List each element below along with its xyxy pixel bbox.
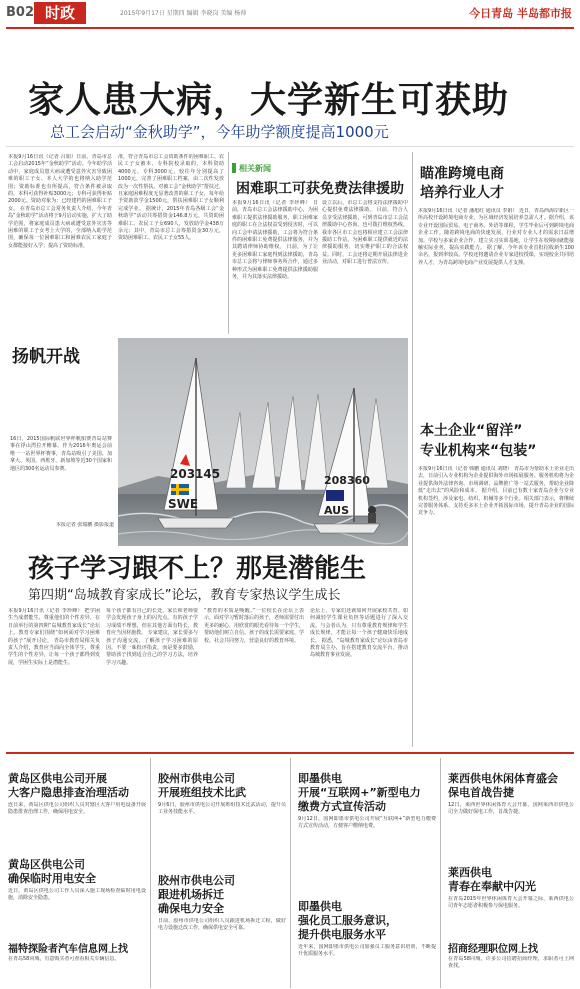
tag-label: 相关新闻 xyxy=(239,164,271,173)
brief-8-headline-l1: 莱西供电休闲体育盛会 xyxy=(448,772,558,785)
brief-8-headline-l2: 保电首战告捷 xyxy=(448,786,514,799)
story1-body: 本报9月16日讯（记者 潘旭红 通讯员 李娟） 近日，青岛西海岸新区一所高校开设跨境电商专业，为区域经济发展培养急需人才。据介绍，该专业开设国际贸易、电子商务、外语等课程，学生毕业后可到跨境电商企业工作。随着跨境电商的快速发展，行业对专业人才的需求日益增加。学校与多家企业合作，建立实习实训基地，让学生在校期间就能接触实际业务，提高实践能力。 据了解，今年该专业首批招收新生100余名，报到率较高。学校还将邀请企业专家进校授课，实现校企共同培养人才，为青岛跨境电商产业发展提供人才支撑。 xyxy=(418,208,574,266)
sail-caption: 16日，2015国际帆联世界杯帆船赛青岛站赛事在浮山湾拉开帷幕。作为2016年奥运会前唯一一站世界杯赛事，青岛站吸引了美国、加拿大、英国、西班牙、新加坡等近30个国家和地区的300名运动员参赛。 xyxy=(10,436,112,472)
brief-5-headline-l2: 跟进机场拆迁 xyxy=(158,888,224,901)
lead-headline: 家人患大病，大学新生可获助 xyxy=(28,80,510,121)
lead-col-1: 本报9月16日讯（记者 吕娟）日前，青岛市总工会启动2015年“金秋助学”活动。今年助学活动中，家庭成员患大病或遭受意外灾害导致困难的职工子女、本人大学的也将纳入助学范围；资助标准也有所提高，符合条件被录取的，本科可获得补贴3000元；专科可获得补贴2000元。资助对象为：已经建档的困难职工子女。 在青岛市总工会常务负责人介绍，今年青岛“金秋助学”活动将于9月启动实施，扩大了助学范围，将家庭成员患大病或遭受意外灾害等困难的职工子女考上大学的，全部纳入助学范围，确保每一位困难职工和困难农民工家庭子女都能接好入学；提高了资助标准， xyxy=(8,154,112,249)
sail-number-2: 208360 xyxy=(324,474,370,487)
brief-7-body: 近年来，国网即墨市供电公司加强员工服务意识培训，不断提升优质服务水平。 xyxy=(298,944,436,958)
edu-col-1: 本报9月16日讯（记者 李珍峰） 把学困生当成潜能生、尊重他们的个性差异，在日前举行的第四期“岛城教育家成长”论坛上，教育专家们围绕“如何面对学习困难的孩子”展开讨论。 青岛市教育局相关负责人介绍，教育应当面向全体学生，尊重学生的个性差异，让每一个孩子都得到发展，学困生实际上是潜能生。 xyxy=(8,608,100,666)
column-rule xyxy=(440,758,441,988)
lead-col-2: 准，符合青岛市总工会资助条件的困难职工、农民工子女被本、专科院校录取的，本科资助4000元，专科3000元，较往年分别提高了1000元，完善了困难职工档案，由二次性发放改为一次性帮扶。对被工会“金秋助学”帮扶过，且家庭困难程度无显著改善的职工子女，每年给予资助款学金1500元，帮扶困难职工子女顺利完成学业。 据统计，2015年青岛各级工会“金秋助学”活动共筹措资金146.8万元，共资助困难职工、农民工子女690人，发放助学金438万余元；其中，青岛市总工会筹措资金30万元，资助困难职工、农民工子女55人。 xyxy=(118,154,224,242)
edu-col-2: 每个孩子都有自己的长处，家长和老师要学会发现孩子身上的闪光点。有的孩子学习成绩不理想，但在其他方面有特长，教育应当因材施教。 专家建议，家长要多与孩子沟通交流，了解孩子学习困难的原因，不要一味批评指责，而是要多鼓励，帮助孩子找到适合自己的学习方法，培养学习兴趣。 xyxy=(106,608,198,666)
bottom-section-rule xyxy=(6,752,574,754)
sailing-illustration xyxy=(118,338,408,546)
page-header xyxy=(0,0,580,26)
brief-4-body: 9月6日，胶州市供电公司开展班组技术比武活动，提升员工业务技能水平。 xyxy=(158,802,286,816)
sail-number-1: 203145 xyxy=(170,467,221,481)
brief-2-body: 近日，黄岛区供电公司工作人员深入施工现场检查临时用电设施，消除安全隐患。 xyxy=(8,888,146,902)
edu-headline: 孩子学习跟不上？那是潜能生 xyxy=(28,554,367,584)
newspaper-brand: 今日青岛 半岛都市报 xyxy=(469,7,572,20)
column-rule xyxy=(412,152,413,747)
brief-7-headline-l1: 即墨供电 xyxy=(298,900,342,913)
brief-7-headline-l2: 强化员工服务意识， xyxy=(298,914,397,927)
column-rule xyxy=(290,758,291,988)
column-rule xyxy=(228,152,229,334)
brief-4-headline-l2: 开展班组技术比武 xyxy=(158,786,246,799)
legal-col-2: 设立以后，市总工会将支持法律援助中心提供免费法律援助。 目前，符合人员享受法律援助，可到青岛市总工会法律援助中心咨询，也可拨打维权热线。我市各区市工会也将相应建立工会法律援助工作站，为困难职工提供就近的法律援助服务，切实维护职工的合法权益。同时，工会还将定期开展法律进企业活动，对职工进行普法宣传。 xyxy=(322,200,408,266)
story2-headline-line1: 本土企业“留洋” xyxy=(420,423,523,439)
sail-nation-2: AUS xyxy=(324,504,350,517)
brief-1-headline-l2: 大客户隐患排查治理活动 xyxy=(8,786,129,799)
brief-9-headline-l1: 莱西供电 xyxy=(448,866,492,879)
brief-6-headline-l2: 开展“互联网+”新型电力 xyxy=(298,786,421,799)
brief-6-headline-l1: 即墨供电 xyxy=(298,772,342,785)
brief-10-body: 在青岛58同城，许多公司招聘招商经理，求职者可上网查找。 xyxy=(448,956,574,970)
story1-headline-line1: 瞄准跨境电商 xyxy=(420,166,504,182)
lead-rule xyxy=(6,146,574,147)
brief-3-headline: 福特探险者汽车信息网上找 xyxy=(8,944,128,955)
brief-3-body: 在青岛58同城，有意购买者可查看相关车辆信息。 xyxy=(8,956,120,962)
edu-col-3: “教育的本质是唤醒。”一位校长在论坛上表示，面对学习暂时落后的孩子，老师需要付出更多的耐心，用欣赏的眼光看待每一个学生，帮助他们树立自信。孩子的成长需要家庭、学校、社会共同努力，营造良好的教育环境。 xyxy=(204,608,304,644)
sail-credit: 本报记者 张瑞鹏 摄影报道 xyxy=(55,522,114,528)
brief-5-body: 日前，胶州市供电公司组织人员跟进机场拆迁工程，做好电力设施迁改工作，确保供电安全可靠。 xyxy=(158,918,286,932)
lead-subhead: 总工会启动“金秋助学”，今年助学额度提高1000元 xyxy=(50,123,389,141)
issue-meta: 2015年9月17日 星期四 编辑 李晓岗 美编 杨帅 xyxy=(120,10,247,17)
sailing-photo xyxy=(118,338,408,546)
edu-col-4: 论坛上，专家们还就如何开展家校共育、如何减轻学生课业负担等话题进行了深入交流。与会者认为，只有尊重教育规律和学生成长规律，才能让每一个孩子健康快乐地成长。 据悉，“岛城教育家成长”论坛由青岛市教育局主办，旨在搭建教育交流平台，推动岛城教育事业发展。 xyxy=(310,608,408,659)
brief-9-body: 在青岛2015年世界休闲体育大会开幕之际，莱西供电公司青年志愿者积极参与保电服务。 xyxy=(448,896,574,910)
brief-4-headline-l1: 胶州市供电公司 xyxy=(158,772,235,785)
story2-headline-line2: 专业机构来“包装” xyxy=(420,443,537,459)
legal-col-1: 本报9月16日讯（记者 李珍峰） 日前，青岛市总工会法律援助中心，为困难职工提供法律援助服务，职工困难家庭的职工在合法权益受到侵害时，可以向工会申请法律援助，工会将为符合条件的困难职工免费提供法律服务，并为其聘请律师协助维权。 日前，为了让更多困难职工家庭得到法律援助，青岛市总工会将与律师事务所合作，通过多种形式为困难职工免费提供法律援助服务，并为其落实法律援助。 xyxy=(232,200,318,281)
header-rule xyxy=(6,27,574,29)
brief-10-headline: 招商经理职位网上找 xyxy=(448,944,538,955)
brief-6-headline-l3: 缴费方式宣传活动 xyxy=(298,800,386,813)
brief-7-headline-l3: 提升供电服务水平 xyxy=(298,928,386,941)
brief-5-headline-l3: 确保电力安全 xyxy=(158,902,224,915)
sail-nation-1: SWE xyxy=(168,497,199,511)
brief-8-body: 12日，莱西世界休闲体育大会开幕，国网莱西市供电公司全力做好保电工作，首战告捷。 xyxy=(448,802,574,816)
brief-9-headline-l2: 青春在奉献中闪光 xyxy=(448,880,536,893)
edu-subhead: 第四期“岛城教育家成长”论坛，教育专家热议学生成长 xyxy=(28,588,341,603)
brief-6-body: 9月12日，国网即墨市供电公司开展“互联网+”新型电力缴费方式宣传活动，方便客户缴纳电费。 xyxy=(298,816,436,830)
related-news-tag xyxy=(232,160,302,176)
brief-5-headline-l1: 胶州市供电公司 xyxy=(158,874,235,887)
brief-1-body: 连日来，黄岛区供电公司组织人员对辖区大客户用电设备开展隐患排查治理工作，确保用电安全。 xyxy=(8,802,146,816)
section-label: 时政 xyxy=(34,2,86,24)
brief-1-headline-l1: 黄岛区供电公司开展 xyxy=(8,772,107,785)
column-rule xyxy=(150,758,151,988)
story1-headline-line2: 培养行业人才 xyxy=(420,185,504,201)
page-number: B02 xyxy=(6,5,34,20)
brief-2-headline-l1: 黄岛区供电公司 xyxy=(8,858,85,871)
sail-title: 扬帆开战 xyxy=(12,347,80,367)
brief-2-headline-l2: 确保临时用电安全 xyxy=(8,872,96,885)
story2-body: 本报9月16日讯（记者 韩鹏 通讯员 刘晓） 青岛市为帮助本土企业走出去，日前引入专业机构为企业提供海外市场拓展服务。服务机构将为企业提供海外法律咨询、市场调研、品牌推广等一站式服务，帮助企业降低“走出去”的风险和成本。 据介绍，目前已有数十家青岛企业与专业机构签约，涉及家电、纺织、机械等多个行业。相关部门表示，将继续完善服务体系，支持更多本土企业开拓国际市场，提升青岛企业的国际竞争力。 xyxy=(418,466,574,517)
legal-headline: 困难职工可获免费法律援助 xyxy=(236,181,404,197)
tag-bar xyxy=(232,163,236,173)
